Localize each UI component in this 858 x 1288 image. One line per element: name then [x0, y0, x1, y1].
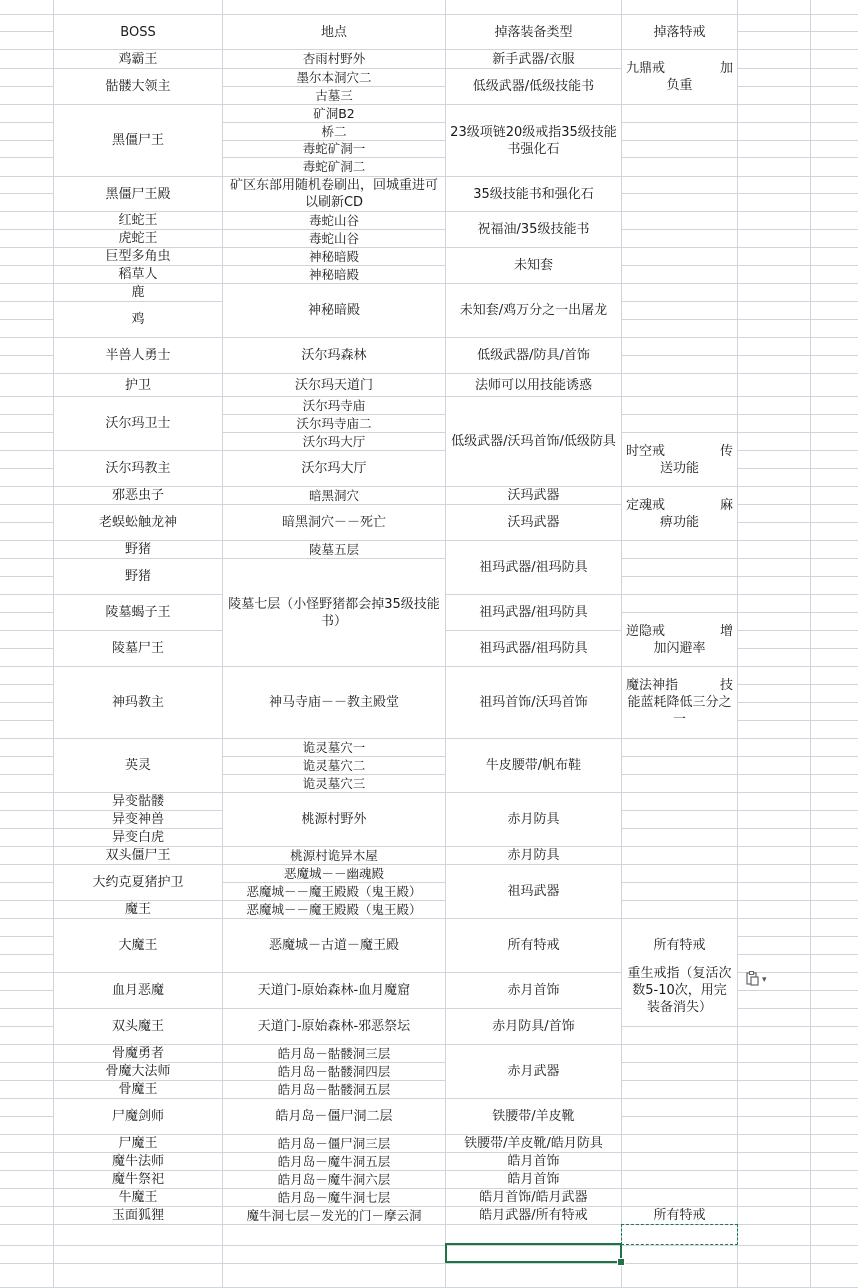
header-drop-type[interactable] [446, 15, 621, 49]
special-ring-cell[interactable] [622, 487, 737, 540]
drop-type-cell-text: 低级武器/沃玛首饰/低级防具 [451, 434, 616, 449]
boss-name-cell-text: 魔王 [124, 902, 151, 917]
location-cell-text: 陵墓七层（小怪野猪都会掉35级技能书） [228, 596, 440, 629]
boss-name-cell-text: 双头魔王 [111, 1019, 164, 1034]
location-cell[interactable] [223, 667, 445, 738]
location-cell[interactable] [223, 374, 445, 396]
location-cell-text: 诡灵墓穴一 [302, 739, 366, 755]
location-cell-text: 皓月岛－骷髅洞三层 [277, 1045, 391, 1061]
drop-type-cell-text: 皓月武器/所有特戒 [479, 1208, 588, 1223]
boss-name-cell[interactable] [54, 451, 222, 486]
drop-type-cell-text: 皓月首饰/皓月武器 [479, 1190, 588, 1205]
boss-name-cell[interactable] [54, 230, 222, 247]
boss-name-cell-text: 陵墓尸王 [111, 641, 164, 656]
drop-type-cell-text: 祖玛武器/祖玛防具 [479, 560, 588, 575]
drop-type-cell-text: 新手武器/衣服 [492, 51, 575, 67]
paste-options-button[interactable] [744, 970, 767, 990]
boss-name-cell-text: 骨魔勇者 [111, 1046, 164, 1061]
special-ring-cell-text [626, 677, 733, 728]
chevron-down-icon: ▾ [762, 975, 767, 985]
boss-name-cell[interactable] [54, 919, 222, 972]
drop-type-cell-text: 未知套/鸡万分之一出屠龙 [459, 303, 608, 318]
boss-name-cell[interactable] [54, 1171, 222, 1188]
drop-type-cell-text: 23级项链20级戒指35级技能书强化石 [450, 124, 617, 157]
drop-type-cell[interactable] [446, 505, 621, 540]
location-cell[interactable] [223, 1171, 445, 1188]
location-cell[interactable] [223, 69, 445, 86]
location-cell-text: 毒蛇山谷 [308, 230, 359, 246]
location-cell-text: 皓月岛－魔牛洞六层 [277, 1171, 391, 1187]
boss-name-cell-text: 虎蛇王 [118, 231, 158, 246]
location-cell-text: 沃尔玛大厅 [301, 461, 367, 476]
boss-name-cell[interactable] [54, 847, 222, 864]
header-boss[interactable] [54, 15, 222, 49]
location-cell-text: 皓月岛－骷髅洞四层 [277, 1063, 391, 1079]
drop-type-cell-text: 赤月防具/首饰 [492, 1019, 575, 1034]
location-cell[interactable] [223, 158, 445, 176]
boss-name-cell-text: 沃尔玛教主 [105, 461, 171, 476]
header-boss-text: BOSS [120, 24, 156, 40]
boss-name-cell[interactable] [54, 793, 222, 810]
special-ring-cell-text: 重生戒指（复活次数5-10次，用完装备消失） [627, 966, 732, 1015]
location-cell[interactable] [223, 433, 445, 450]
location-cell[interactable] [223, 883, 445, 900]
drop-type-cell[interactable] [446, 1207, 621, 1224]
boss-name-cell-text: 骨魔大法师 [105, 1064, 171, 1079]
location-cell[interactable] [223, 505, 445, 540]
boss-name-cell-text: 英灵 [124, 758, 151, 773]
boss-name-cell[interactable] [54, 266, 222, 283]
boss-name-cell-text: 护卫 [124, 377, 151, 393]
boss-name-cell-text: 血月恶魔 [111, 983, 164, 998]
drop-type-cell-text: 祖玛武器/祖玛防具 [479, 641, 588, 656]
boss-name-cell[interactable] [54, 212, 222, 229]
ring-effect-part: 增 [719, 623, 733, 639]
drop-type-cell[interactable] [446, 631, 621, 666]
drop-type-cell[interactable] [446, 1171, 621, 1188]
ring-effect-part: 麻 [719, 497, 733, 513]
ring-effect: 送功能 [659, 460, 699, 476]
drop-type-cell-text: 法师可以用技能诱惑 [474, 377, 592, 393]
boss-name-cell-text: 陵墓蝎子王 [105, 605, 171, 620]
drop-type-cell-text: 所有特戒 [507, 938, 560, 953]
location-cell-text: 诡灵墓穴三 [302, 775, 366, 791]
boss-name-cell-text: 牛魔王 [118, 1190, 158, 1205]
boss-name-cell[interactable] [54, 338, 222, 373]
special-ring-cell-text [626, 623, 733, 657]
boss-name-cell[interactable] [54, 177, 222, 211]
location-cell-text: 桃源村野外 [301, 812, 367, 827]
boss-name-cell[interactable] [54, 1063, 222, 1080]
drop-type-cell[interactable] [446, 1135, 621, 1152]
drop-type-cell[interactable] [446, 105, 621, 176]
location-cell-text: 沃尔玛寺庙二 [296, 415, 372, 431]
location-cell-text: 毒蛇山谷 [308, 212, 359, 228]
location-cell[interactable] [223, 1189, 445, 1206]
location-cell[interactable] [223, 793, 445, 846]
boss-name-cell[interactable] [54, 1045, 222, 1062]
location-cell-text: 沃尔玛寺庙 [302, 397, 366, 413]
drop-type-cell-text: 赤月武器 [507, 1064, 560, 1079]
location-cell[interactable] [223, 451, 445, 486]
location-cell[interactable] [223, 397, 445, 414]
location-cell-text: 恶魔城－－幽魂殿 [283, 865, 384, 881]
boss-name-cell[interactable] [54, 397, 222, 450]
location-cell-text: 皓月岛－魔牛洞五层 [277, 1153, 391, 1169]
location-cell[interactable] [223, 123, 445, 140]
boss-name-cell[interactable] [54, 50, 222, 68]
boss-name-cell-text: 半兽人勇士 [105, 348, 171, 363]
drop-type-cell[interactable] [446, 667, 621, 738]
drop-type-cell-text: 祝福油/35级技能书 [477, 222, 590, 237]
location-cell-text: 天道门-原始森林-邪恶祭坛 [257, 1019, 411, 1034]
drop-type-cell[interactable] [446, 374, 621, 396]
location-cell-text: 桃源村诡异木屋 [290, 847, 378, 863]
boss-name-cell-text: 稻草人 [118, 267, 158, 282]
drop-type-cell[interactable] [446, 1009, 621, 1044]
ring-effect-part: 技 [719, 678, 733, 693]
location-cell[interactable] [223, 1045, 445, 1062]
boss-name-cell[interactable] [54, 284, 222, 301]
special-ring-cell-text: 所有特戒 [653, 938, 706, 953]
boss-name-cell-text: 神玛教主 [111, 695, 164, 710]
boss-name-cell-text: 尸魔王 [118, 1136, 158, 1151]
location-cell[interactable] [223, 847, 445, 864]
boss-name-cell-text: 双头僵尸王 [105, 848, 171, 863]
location-cell[interactable] [223, 87, 445, 104]
drop-type-cell-text: 沃玛武器 [507, 515, 560, 530]
boss-name-cell-text: 尸魔剑师 [111, 1109, 164, 1124]
drop-type-cell[interactable] [446, 284, 621, 337]
drop-type-cell[interactable] [446, 739, 621, 792]
drop-type-cell[interactable] [446, 487, 621, 504]
drop-type-cell-text: 铁腰带/羊皮靴/皓月防具 [464, 1136, 603, 1151]
location-cell[interactable] [223, 757, 445, 774]
drop-type-cell[interactable] [446, 50, 621, 68]
location-cell[interactable] [223, 212, 445, 229]
ring-effect-part: 传 [719, 443, 733, 459]
boss-name-cell-text: 老蜈蚣触龙神 [98, 515, 177, 530]
location-cell[interactable] [223, 105, 445, 122]
ring-effect: 能蓝耗降低三分之一 [627, 695, 732, 727]
drop-type-cell[interactable] [446, 1153, 621, 1170]
location-cell-text: 恶魔城－－魔王殿殿（鬼王殿） [246, 901, 422, 917]
grid-row-line [0, 1263, 858, 1264]
boss-name-cell[interactable] [54, 487, 222, 504]
special-ring-cell[interactable] [622, 1207, 737, 1224]
boss-name-cell[interactable] [54, 1009, 222, 1044]
drop-type-cell-text: 未知套 [513, 258, 553, 273]
ring-name: 九鼎戒 [626, 61, 666, 76]
boss-name-cell-text: 野猪 [124, 569, 151, 584]
drop-type-cell[interactable] [446, 177, 621, 211]
drop-type-cell-text: 铁腰带/羊皮靴 [492, 1109, 575, 1124]
boss-name-cell[interactable] [54, 1081, 222, 1098]
drop-type-cell[interactable] [446, 212, 621, 247]
drop-type-cell-text: 皓月首饰 [507, 1172, 560, 1187]
ring-effect: 痹功能 [659, 514, 699, 530]
location-cell-text: 暗黑洞穴－－死亡 [281, 515, 386, 530]
location-cell[interactable] [223, 284, 445, 337]
boss-name-cell-text: 大约克夏猪护卫 [92, 875, 184, 890]
drop-type-cell-text: 低级武器/防具/首饰 [477, 348, 590, 363]
boss-name-cell-text: 异变骷髅 [111, 794, 164, 809]
header-location[interactable] [223, 15, 445, 49]
drop-type-cell-text: 赤月防具 [507, 812, 560, 827]
special-ring-cell-text [626, 497, 733, 531]
special-ring-cell-text [626, 443, 733, 477]
boss-name-cell[interactable] [54, 1099, 222, 1134]
special-ring-cell-text: 所有特戒 [653, 1208, 706, 1223]
location-cell-text: 杏雨村野外 [302, 51, 366, 66]
boss-name-cell-text: 沃尔玛卫士 [105, 416, 171, 431]
drop-type-cell[interactable] [446, 541, 621, 594]
location-cell-text: 神秘暗殿 [307, 303, 360, 318]
location-cell-text: 皓月岛－僵尸洞二层 [275, 1109, 393, 1124]
ring-effect: 负重 [666, 78, 693, 93]
drop-type-cell[interactable] [446, 595, 621, 630]
boss-name-cell[interactable] [54, 973, 222, 1008]
special-ring-cell[interactable] [622, 433, 737, 486]
boss-name-cell-text: 异变白虎 [111, 830, 164, 845]
drop-type-cell-text: 沃玛武器 [507, 488, 560, 503]
ring-name: 定魂戒 [626, 497, 666, 513]
drop-type-cell[interactable] [446, 847, 621, 864]
location-cell-text: 矿区东部用随机卷刷出，回城重进可以刷新CD [229, 178, 438, 210]
location-cell[interactable] [223, 487, 445, 504]
drop-type-cell[interactable] [446, 865, 621, 918]
boss-name-cell[interactable] [54, 1153, 222, 1170]
boss-name-cell[interactable] [54, 302, 222, 337]
boss-name-cell[interactable] [54, 631, 222, 666]
boss-name-cell[interactable] [54, 811, 222, 828]
boss-name-cell[interactable] [54, 865, 222, 900]
boss-name-cell-text: 红蛇王 [118, 213, 158, 228]
location-cell[interactable] [223, 50, 445, 68]
location-cell[interactable] [223, 559, 445, 666]
drop-type-cell[interactable] [446, 919, 621, 972]
location-cell[interactable] [223, 919, 445, 972]
boss-name-cell[interactable] [54, 505, 222, 540]
location-cell-text: 桥二 [321, 123, 347, 139]
location-cell[interactable] [223, 901, 445, 918]
ring-name: 时空戒 [626, 443, 666, 459]
location-cell[interactable] [223, 248, 445, 265]
boss-name-cell[interactable] [54, 667, 222, 738]
location-cell-text: 毒蛇矿洞二 [302, 159, 366, 174]
boss-name-cell-text: 异变神兽 [111, 812, 164, 827]
ring-effect-part: 加 [719, 61, 733, 76]
special-ring-cell-text [626, 60, 733, 94]
header-location-text: 地点 [320, 24, 347, 40]
boss-name-cell[interactable] [54, 541, 222, 558]
fill-handle[interactable] [617, 1258, 625, 1266]
location-cell[interactable] [223, 1081, 445, 1098]
location-cell-text: 沃尔玛天道门 [294, 377, 373, 393]
drop-type-cell[interactable] [446, 1099, 621, 1134]
drop-type-cell-text: 赤月首饰 [507, 983, 560, 998]
header-special-ring-text: 掉落特戒 [653, 24, 706, 40]
boss-name-cell[interactable] [54, 374, 222, 396]
boss-name-cell-text: 鹿 [131, 285, 145, 300]
location-cell-text: 皓月岛－僵尸洞三层 [277, 1135, 391, 1151]
drop-type-cell[interactable] [446, 338, 621, 373]
drop-type-cell[interactable] [446, 69, 621, 104]
clipboard-icon [744, 970, 760, 990]
special-ring-cell[interactable] [622, 667, 737, 738]
location-cell-text: 沃尔玛大厅 [302, 433, 366, 449]
grid-row-line [0, 1245, 858, 1246]
ring-name: 魔法神指 [626, 678, 679, 693]
special-ring-cell[interactable] [622, 613, 737, 666]
boss-name-cell-text: 骨魔王 [118, 1082, 158, 1097]
copy-marquee [621, 1224, 738, 1245]
location-cell[interactable] [223, 415, 445, 432]
boss-name-cell[interactable] [54, 69, 222, 104]
boss-name-cell[interactable] [54, 559, 222, 594]
drop-type-cell[interactable] [446, 793, 621, 846]
location-cell[interactable] [223, 1063, 445, 1080]
location-cell-text: 魔牛洞七层－发光的门－摩云洞 [246, 1207, 422, 1223]
header-drop-type-text: 掉落装备类型 [494, 24, 573, 40]
drop-type-cell[interactable] [446, 1189, 621, 1206]
location-cell[interactable] [223, 266, 445, 283]
boss-name-cell-text: 鸡 [131, 312, 145, 327]
boss-name-cell[interactable] [54, 1207, 222, 1224]
boss-name-cell[interactable] [54, 829, 222, 846]
location-cell[interactable] [223, 865, 445, 882]
location-cell-text: 恶魔城－－魔王殿殿（鬼王殿） [246, 883, 422, 899]
location-cell-text: 矿洞B2 [313, 105, 355, 121]
location-cell-text: 陵墓五层 [308, 541, 359, 557]
location-cell-text: 沃尔玛森林 [301, 348, 367, 363]
drop-type-cell[interactable] [446, 397, 621, 486]
drop-type-cell-text: 祖玛武器 [507, 884, 560, 899]
location-cell-text: 神秘暗殿 [308, 266, 359, 282]
boss-name-cell[interactable] [54, 105, 222, 176]
location-cell[interactable] [223, 1135, 445, 1152]
drop-type-cell-text: 低级武器/低级技能书 [472, 79, 595, 94]
location-cell[interactable] [223, 338, 445, 373]
location-cell[interactable] [223, 775, 445, 792]
boss-name-cell-text: 魔牛法师 [111, 1154, 164, 1169]
location-cell-text: 神秘暗殿 [308, 248, 359, 264]
drop-type-cell-text: 35级技能书和强化石 [473, 186, 594, 202]
boss-name-cell-text: 野猪 [124, 542, 151, 557]
boss-name-cell-text: 巨型多角虫 [105, 249, 171, 264]
selected-cell[interactable] [445, 1243, 622, 1263]
location-cell-text: 神马寺庙－－教主殿堂 [268, 695, 399, 710]
location-cell-text: 恶魔城－古道－魔王殿 [268, 938, 399, 953]
boss-name-cell-text: 骷髅大领主 [105, 79, 171, 94]
boss-name-cell[interactable] [54, 739, 222, 792]
boss-name-cell-text: 魔牛祭祀 [111, 1172, 164, 1187]
location-cell[interactable] [223, 1099, 445, 1134]
location-cell-text: 皓月岛－骷髅洞五层 [277, 1081, 391, 1097]
location-cell-text: 暗黑洞穴 [308, 487, 359, 503]
boss-name-cell-text: 鸡霸王 [118, 51, 158, 67]
ring-name: 逆隐戒 [626, 623, 666, 639]
location-cell[interactable] [223, 1009, 445, 1044]
drop-type-cell-text: 祖玛首饰/沃玛首饰 [479, 695, 588, 710]
location-cell-text: 墨尔本洞穴二 [296, 69, 372, 85]
boss-name-cell[interactable] [54, 1135, 222, 1152]
location-cell[interactable] [223, 230, 445, 247]
boss-name-cell-text: 黑僵尸王殿 [105, 186, 171, 202]
drop-type-cell[interactable] [446, 1045, 621, 1098]
location-cell[interactable] [223, 1153, 445, 1170]
drop-type-cell-text: 皓月首饰 [507, 1154, 560, 1169]
boss-name-cell[interactable] [54, 595, 222, 630]
boss-name-cell-text: 黑僵尸王 [111, 133, 164, 148]
boss-name-cell[interactable] [54, 901, 222, 918]
special-ring-cell[interactable] [622, 50, 737, 104]
boss-name-cell-text: 邪恶虫子 [111, 488, 164, 503]
location-cell-text: 诡灵墓穴二 [302, 757, 366, 773]
location-cell-text: 古墓三 [315, 87, 353, 103]
location-cell[interactable] [223, 141, 445, 157]
location-cell[interactable] [223, 973, 445, 1008]
drop-type-cell-text: 牛皮腰带/帆布鞋 [485, 758, 582, 773]
drop-type-cell[interactable] [446, 973, 621, 1008]
ring-effect: 加闪避率 [653, 640, 706, 656]
drop-type-cell[interactable] [446, 248, 621, 283]
location-cell[interactable] [223, 177, 445, 211]
boss-name-cell[interactable] [54, 1189, 222, 1206]
header-special-ring[interactable] [622, 15, 737, 49]
boss-name-cell-text: 玉面狐狸 [111, 1208, 164, 1223]
location-cell[interactable] [223, 739, 445, 756]
boss-name-cell-text: 大魔王 [118, 938, 158, 953]
drop-type-cell-text: 赤月防具 [507, 848, 560, 863]
location-cell[interactable] [223, 541, 445, 558]
location-cell[interactable] [223, 1207, 445, 1224]
location-cell-text: 皓月岛－魔牛洞七层 [277, 1189, 391, 1205]
location-cell-text: 毒蛇矿洞一 [302, 141, 366, 156]
location-cell-text: 天道门-原始森林-血月魔窟 [257, 983, 411, 998]
special-ring-cell[interactable] [622, 955, 737, 1026]
drop-type-cell-text: 祖玛武器/祖玛防具 [479, 605, 588, 620]
boss-name-cell[interactable] [54, 248, 222, 265]
